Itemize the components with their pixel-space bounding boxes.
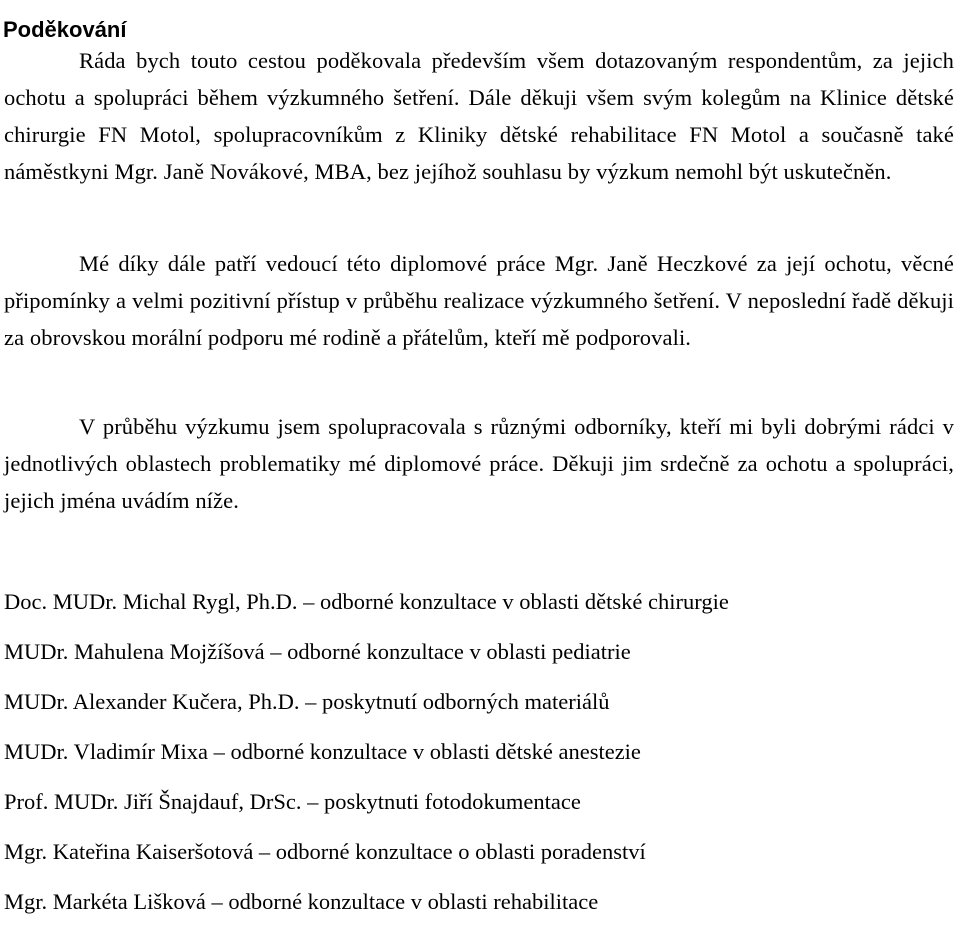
expert-list-item: Prof. MUDr. Jiří Šnajdauf, DrSc. – poskytnuti fotodokumentace xyxy=(4,789,581,814)
expert-list-item: Mgr. Kateřina Kaiseršotová – odborné konzultace o oblasti poradenství xyxy=(4,839,646,864)
paragraph-supervisor: Mé díky dále patří vedoucí této diplomové práce Mgr. Janě Heczkové za její ochotu, věcné připomínky a velmi pozitivní přístup v průběhu realizace výzkumného šetření. V neposlední řadě děkuji za obrovskou morální podporu mé rodině a přátelům, kteří mě podporovali. xyxy=(4,251,954,350)
expert-list-item: Mgr. Markéta Lišková – odborné konzultace v oblasti rehabilitace xyxy=(4,889,599,914)
expert-list xyxy=(4,584,729,934)
paragraph-respondents: Ráda bych touto cestou poděkovala především všem dotazovaným respondentům, za jejich ochotu a spolupráci během výzkumného šetření. Dále děkuji všem svým kolegům na Klinice dětské chirurgie FN Motol, spolupracovníkům z Kliniky dětské rehabilitace FN Motol a současně také náměstkyni Mgr. Janě Novákové, MBA, bez jejíhož souhlasu by výzkum nemohl být uskutečněn. xyxy=(4,48,954,184)
paragraph-experts: V průběhu výzkumu jsem spolupracovala s různými odborníky, kteří mi byli dobrými rádci v jednotlivých oblastech problematiky mé diplomové práce. Děkuji jim srdečně za ochotu a spolupráci, jejich jména uvádím níže. xyxy=(4,414,954,513)
page-heading: Poděkování xyxy=(3,16,127,42)
expert-list-item: Doc. MUDr. Michal Rygl, Ph.D. – odborné konzultace v oblasti dětské chirurgie xyxy=(4,589,729,614)
expert-list-item: MUDr. Alexander Kučera, Ph.D. – poskytnutí odborných materiálů xyxy=(4,689,610,714)
expert-list-item: MUDr. Vladimír Mixa – odborné konzultace v oblasti dětské anestezie xyxy=(4,739,641,764)
expert-list-item: MUDr. Mahulena Mojžíšová – odborné konzultace v oblasti pediatrie xyxy=(4,639,631,664)
